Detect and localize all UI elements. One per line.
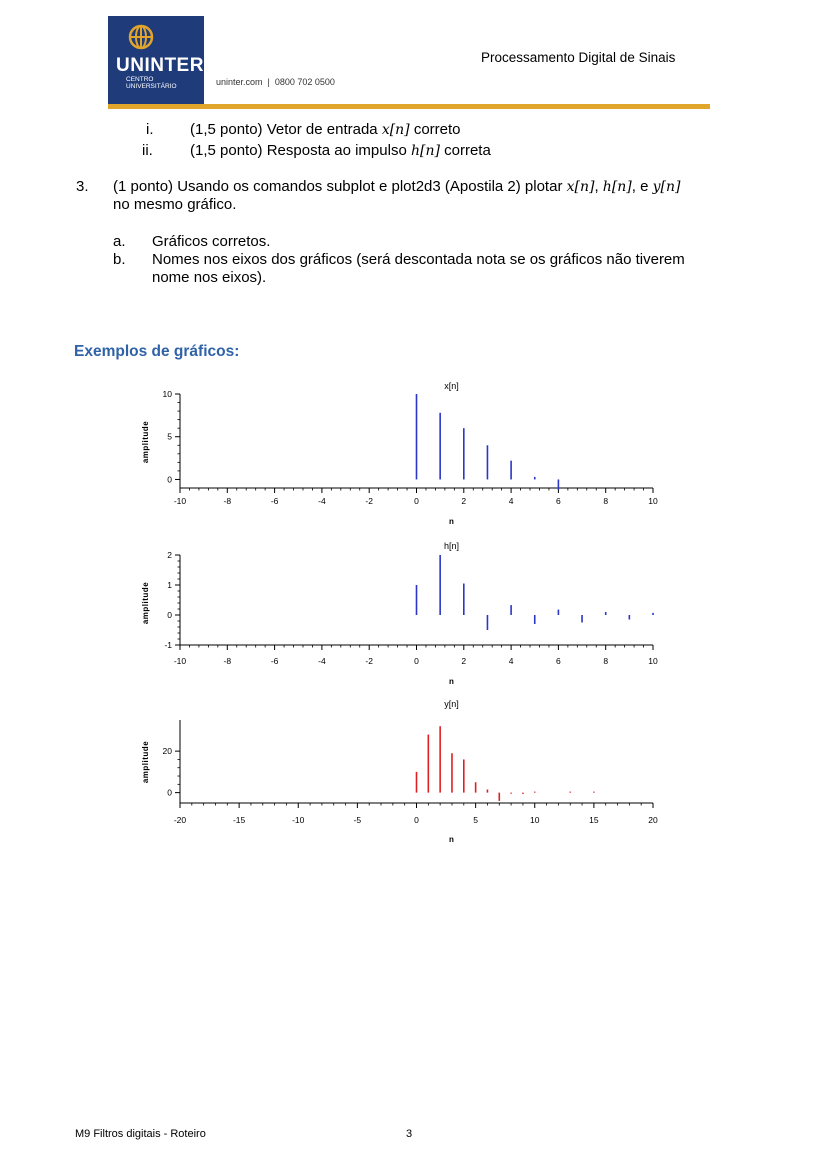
y-tick-label: 0 (167, 787, 172, 798)
item-b-line2: nome nos eixos). (152, 269, 267, 286)
item-i-text-b: correto (409, 121, 461, 138)
question-3-text: (1 ponto) Usando os comandos subplot e plot2d3 (Apostila 2) plotar (113, 178, 567, 195)
x-tick-label: -8 (223, 496, 232, 506)
x-tick-label: -4 (318, 496, 326, 506)
footer-page-number: 3 (406, 1128, 413, 1140)
item-ii-text-a: (1,5 ponto) Resposta ao impulso (190, 142, 411, 159)
x-axis-label: n (449, 835, 454, 844)
x-tick-label: 5 (473, 815, 478, 825)
y-tick-label: 0 (167, 610, 172, 620)
y-axis-label: amplitude (141, 420, 150, 464)
question-3-math-x: x[n] (566, 179, 595, 195)
globe-logo-icon (126, 22, 156, 52)
item-ii-text (190, 142, 491, 160)
item-a-marker: a. (113, 233, 126, 250)
logo-subtitle-line2: UNIVERSITÁRIO (126, 83, 177, 90)
question-3-sep2: , e (631, 178, 653, 195)
y-axis-label: amplitude (141, 581, 150, 625)
chart-3 (141, 699, 658, 844)
x-tick-label: -5 (353, 815, 362, 825)
x-tick-label: 10 (530, 815, 540, 825)
x-tick-label: 15 (589, 815, 599, 825)
x-tick-label: -2 (365, 496, 373, 506)
x-tick-label: -20 (173, 815, 187, 825)
footer-document-name: M9 Filtros digitais - Roteiro (75, 1128, 206, 1140)
x-tick-label: -15 (232, 815, 246, 825)
chart-title: y[n] (444, 699, 459, 709)
logo-text: UNINTER (116, 55, 204, 76)
x-tick-label: 0 (414, 815, 419, 825)
y-tick-label: 5 (167, 431, 172, 442)
item-ii-marker: ii. (142, 142, 153, 159)
question-3-line2: no mesmo gráfico. (113, 196, 237, 213)
x-tick-label: 8 (603, 496, 609, 506)
y-tick-label: 2 (167, 550, 172, 560)
logo-subtitle (126, 76, 177, 90)
y-tick-label: 0 (167, 474, 172, 485)
x-tick-label: -8 (223, 656, 232, 666)
x-tick-label: 4 (508, 656, 514, 666)
chart-1 (141, 381, 658, 526)
item-a-text: Gráficos corretos. (152, 233, 271, 250)
x-axis-label: n (449, 517, 454, 526)
question-3-math-y: y[n] (652, 179, 681, 195)
logo-subtitle-line1: CENTRO (126, 76, 154, 83)
x-tick-label: -10 (292, 815, 305, 825)
x-tick-label: 4 (508, 496, 514, 506)
contact-info: uninter.com | 0800 702 0500 (216, 77, 335, 87)
x-tick-label: -2 (365, 656, 373, 666)
x-tick-label: 20 (648, 815, 658, 825)
x-tick-label: 2 (461, 656, 467, 666)
x-tick-label: 0 (414, 496, 419, 506)
chart-title: x[n] (444, 381, 459, 391)
question-3-number: 3. (76, 178, 89, 195)
question-3-math-h: h[n] (602, 179, 632, 195)
x-tick-label: -10 (173, 656, 187, 666)
chart-title: h[n] (443, 541, 460, 551)
header-divider (108, 104, 710, 109)
y-tick-label: 10 (162, 389, 172, 399)
item-i-marker: i. (146, 121, 154, 138)
item-i-math: x[n] (381, 122, 410, 138)
y-tick-label: 1 (167, 580, 172, 590)
x-tick-label: -6 (270, 656, 279, 666)
item-b-marker: b. (113, 251, 126, 268)
x-tick-label: 10 (648, 496, 658, 506)
chart-2 (141, 541, 658, 686)
item-i-text (190, 121, 461, 139)
x-tick-label: 6 (556, 656, 561, 666)
header-title: Processamento Digital de Sinais (481, 50, 676, 65)
x-tick-label: 10 (648, 656, 658, 666)
x-tick-label: 6 (556, 496, 561, 506)
x-tick-label: 0 (414, 656, 419, 666)
item-b-line1: Nomes nos eixos dos gráficos (será descontada nota se os gráficos não tiverem (152, 251, 685, 268)
x-axis-label: n (449, 677, 454, 686)
x-tick-label: 2 (461, 496, 467, 506)
question-3-sep1: , (594, 178, 603, 195)
x-tick-label: 8 (603, 656, 609, 666)
x-tick-label: -10 (173, 496, 187, 506)
question-3-line1 (113, 178, 745, 196)
y-tick-label: -1 (164, 640, 172, 650)
x-tick-label: -6 (270, 496, 279, 506)
item-i-text-a: (1,5 ponto) Vetor de entrada (190, 121, 382, 138)
item-ii-math: h[n] (410, 143, 440, 159)
charts-figure (0, 370, 820, 860)
section-title: Exemplos de gráficos: (74, 343, 240, 360)
y-axis-label: amplitude (141, 740, 150, 784)
y-tick-label: 20 (162, 746, 172, 757)
x-tick-label: -4 (318, 656, 326, 666)
item-ii-text-b: correta (439, 142, 491, 159)
